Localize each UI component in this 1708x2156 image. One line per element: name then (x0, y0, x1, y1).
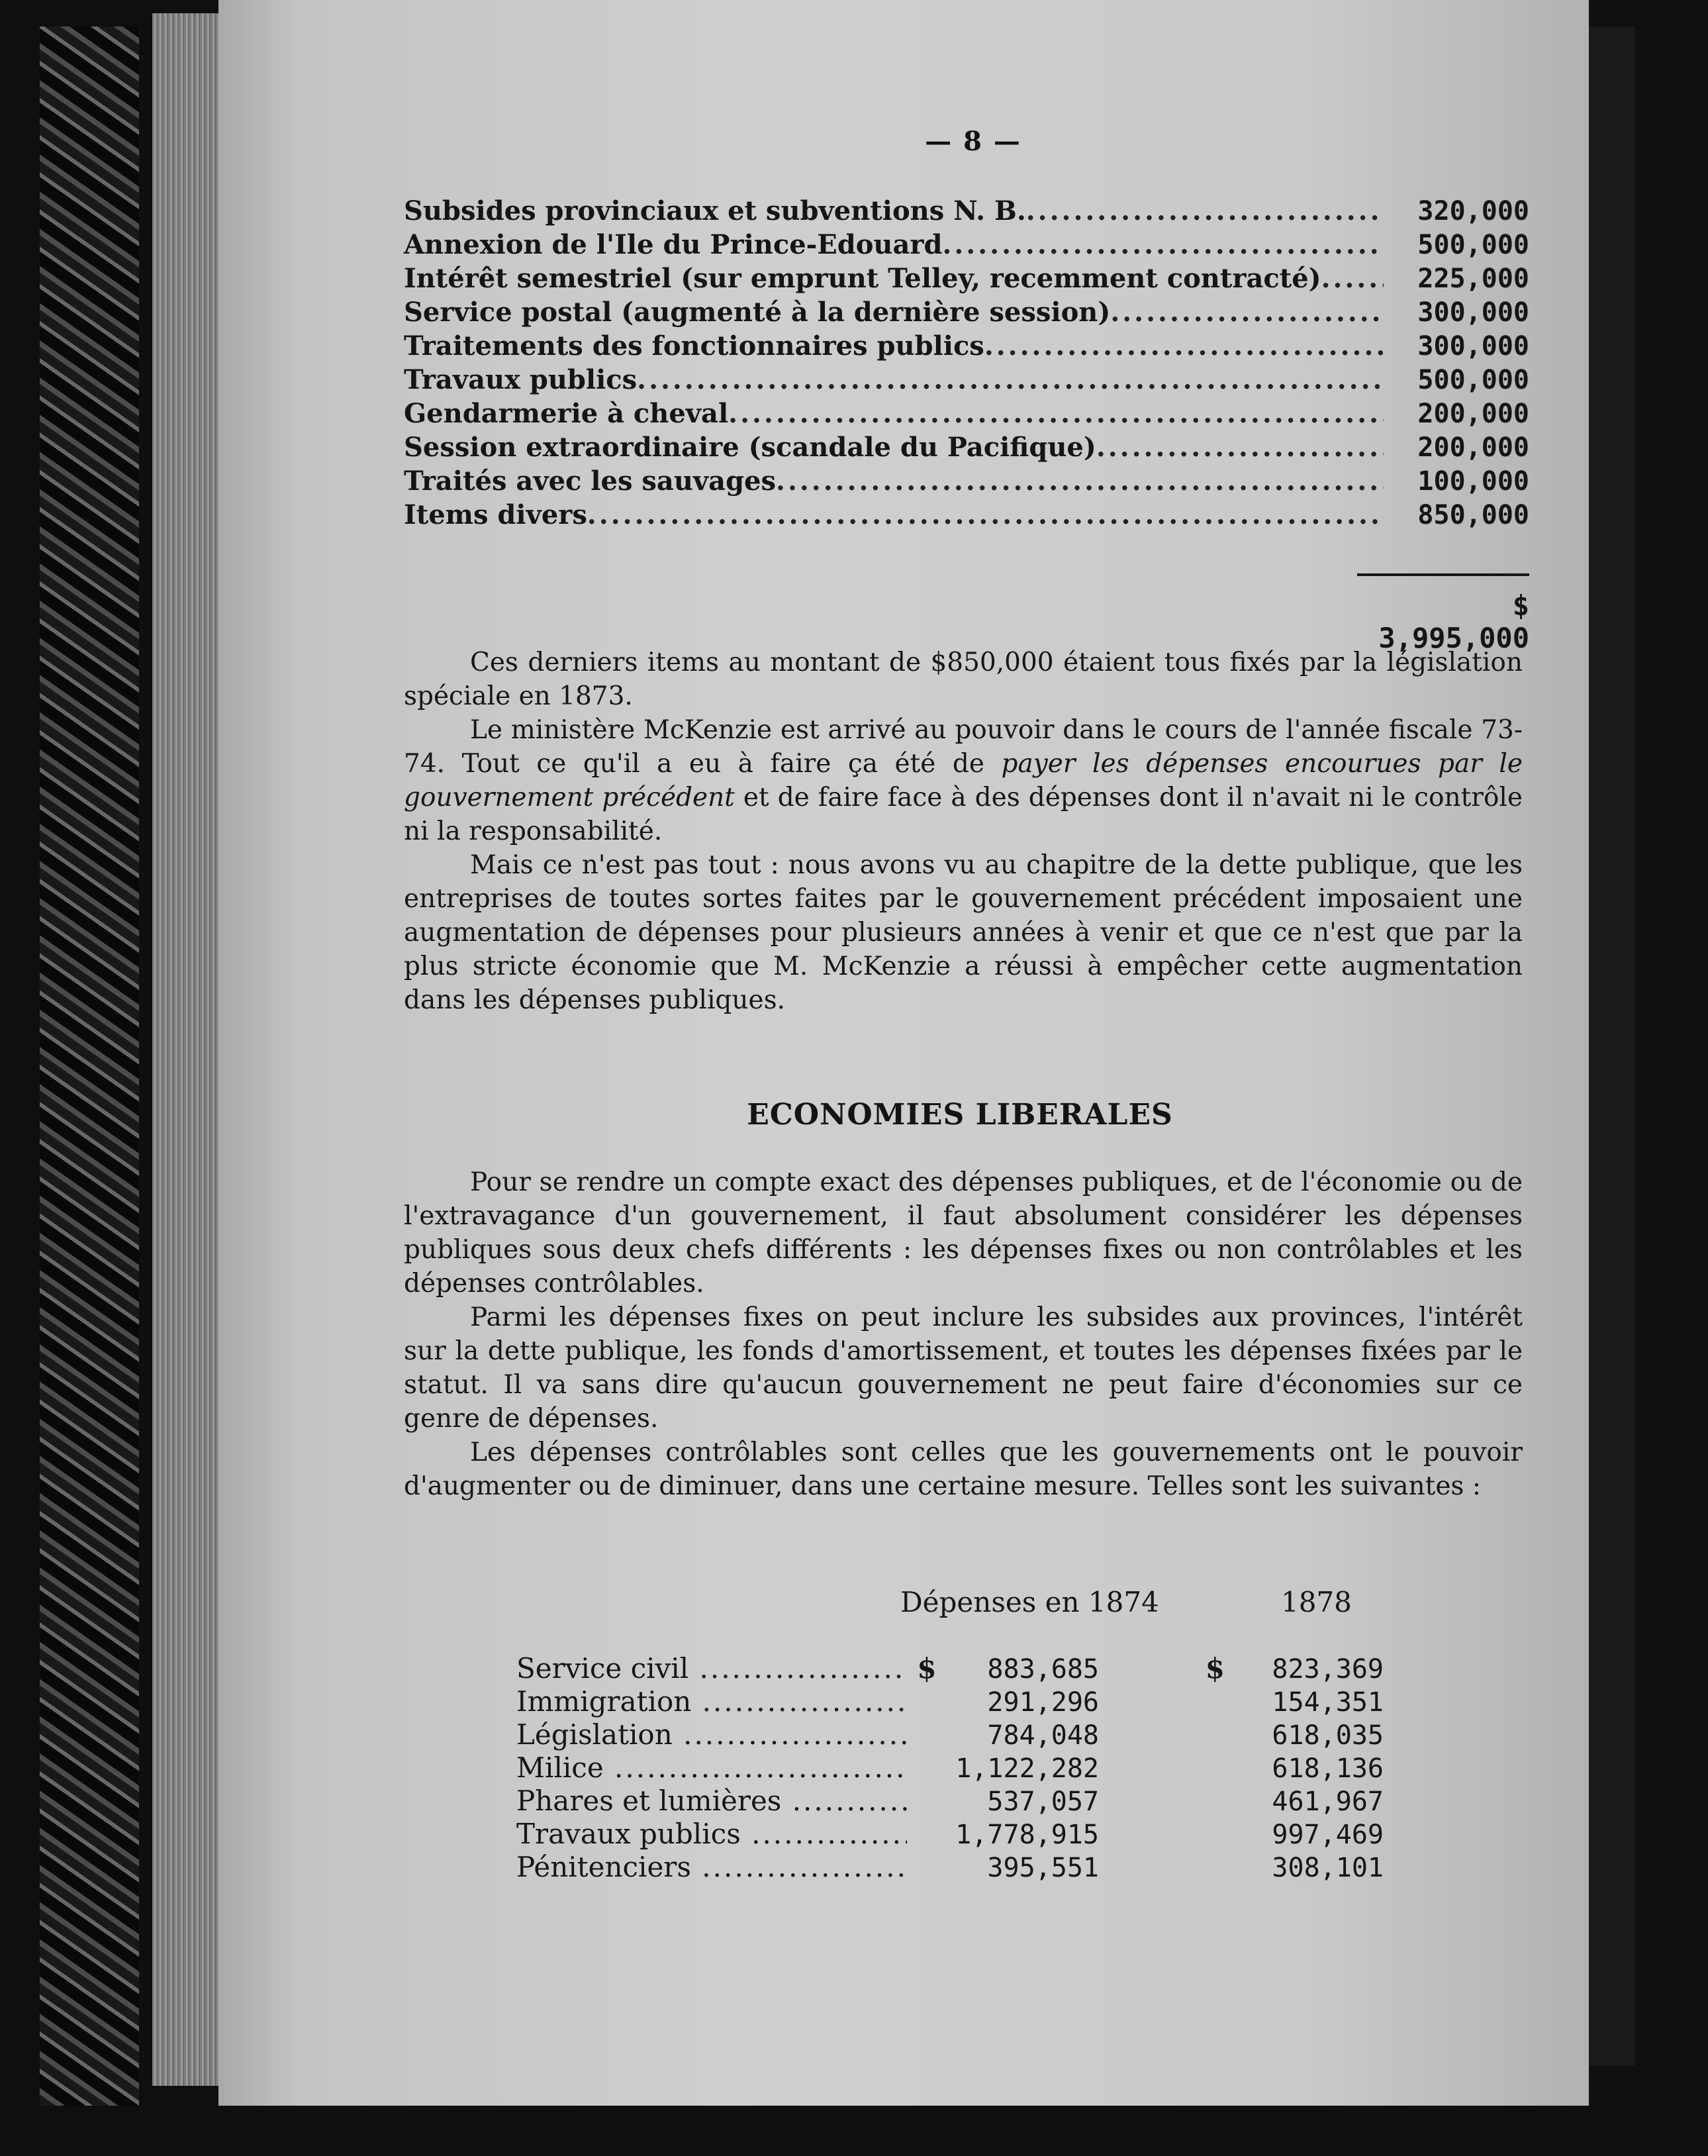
ledger-row (404, 499, 1529, 534)
paragraph: Pour se rendre un compte exact des dépenses publiques, et de l'économie ou de l'extravagance d'un gouvernement, il faut absolument considérer les dépenses publiques sous deux chefs différents : les dépenses fixes ou non contrôlables et les dépenses contrôlables. (404, 1167, 1523, 1298)
value-1874: 537,057 (987, 1787, 1099, 1817)
table-row (516, 1818, 1390, 1851)
table-category (516, 1851, 907, 1883)
ledger-amount: 320,000 (1417, 196, 1529, 226)
ledger-label: Service postal (augmenté à la dernière session) (404, 297, 1111, 328)
ledger-row (404, 330, 1529, 365)
ledger-label: Gendarmerie à cheval (404, 398, 729, 429)
ledger-amount: 225,000 (1417, 264, 1529, 294)
ledger-row (404, 263, 1529, 297)
page-gutter-shadow (1589, 26, 1635, 2066)
category-text: Législation (516, 1718, 673, 1751)
leader-dots (691, 1851, 907, 1883)
ledger-label: Subsides provinciaux et subventions N. B. (404, 195, 1026, 226)
ledger-label: Traités avec les sauvages (404, 466, 777, 497)
value-1874: 1,778,915 (955, 1820, 1099, 1850)
value-1878: 308,101 (1272, 1853, 1384, 1883)
leader-dots (1321, 263, 1384, 294)
table-row (516, 1718, 1390, 1751)
table-category (516, 1785, 907, 1817)
table-row (516, 1685, 1390, 1718)
paragraph (404, 713, 1523, 848)
paragraph-part: et de faire face à des dépenses dont il n'avait ni le contrôle ni la responsabilité. (404, 783, 1523, 846)
paragraph: Ces derniers items au montant de $850,000 étaient tous fixés par la législation spéciale en 1873. (404, 648, 1523, 711)
leader-dots (776, 466, 1384, 497)
ledger-amount: 500,000 (1417, 365, 1529, 395)
page-number: — 8 — (925, 126, 1021, 157)
leader-dots (688, 1652, 907, 1685)
category-text: Milice (516, 1751, 604, 1784)
leader-dots (984, 330, 1384, 362)
category-text: Phares et lumières (516, 1785, 782, 1817)
ledger-label: Travaux publics (404, 364, 638, 395)
ledger-label: Intérêt semestriel (sur emprunt Telley, recemment contracté) (404, 263, 1321, 294)
ledger-total: $ 3,995,000 (1378, 589, 1529, 654)
category-text: Travaux publics (516, 1818, 741, 1850)
bottom-paragraphs (404, 1165, 1523, 1503)
currency-sign: $ (917, 1652, 937, 1685)
leader-dots (637, 364, 1384, 395)
value-1874: 883,685 (987, 1654, 1099, 1685)
category-text: Service civil (516, 1652, 689, 1685)
table-category (516, 1718, 907, 1751)
value-1874: 784,048 (987, 1720, 1099, 1751)
ledger-row (404, 229, 1529, 264)
value-1874: 1,122,282 (955, 1753, 1099, 1784)
ledger-amount: 100,000 (1417, 466, 1529, 497)
category-text: Pénitenciers (516, 1851, 691, 1883)
ledger-label: Session extraordinaire (scandale du Pacifique) (404, 432, 1096, 463)
leader-dots (691, 1685, 907, 1718)
table-header-1874: Dépenses en 1874 (900, 1586, 1159, 1618)
currency-sign: $ (1205, 1652, 1225, 1685)
paragraph-emphasis: payer les dépenses encourues par le gouvernement précédent (404, 749, 1523, 812)
paragraph: Mais ce n'est pas tout : nous avons vu au chapitre de la dette publique, que les entreprises de toutes sortes faites par le gouvernement précédent imposaient une augmentation de dépenses pour plusieurs années à venir et que ce n'est que par la plus stricte économie que M. McKenzie a réussi à empêcher cette augmentation dans les dépenses publiques. (404, 850, 1523, 1015)
category-text: Immigration (516, 1685, 692, 1718)
ledger-amount: 200,000 (1417, 432, 1529, 463)
value-1878: 618,035 (1272, 1720, 1384, 1751)
ledger-label: Annexion de l'Ile du Prince-Edouard (404, 229, 943, 260)
value-1878: 154,351 (1272, 1687, 1384, 1718)
ledger-label: Items divers (404, 499, 587, 530)
value-1874: 395,551 (987, 1853, 1099, 1883)
table-header-1878: 1878 (1281, 1586, 1352, 1618)
book-cover-edge (40, 26, 139, 2106)
value-1878: 618,136 (1272, 1753, 1384, 1784)
value-1878: 461,967 (1272, 1787, 1384, 1817)
table-category (516, 1751, 907, 1784)
table-category (516, 1818, 907, 1850)
value-1878: 823,369 (1272, 1654, 1384, 1685)
top-paragraphs (404, 646, 1523, 1017)
leader-dots (604, 1751, 907, 1784)
paragraph: Les dépenses contrôlables sont celles que les gouvernements ont le pouvoir d'augmenter ou de diminuer, dans une certaine mesure. Telles sont les suivantes : (404, 1438, 1523, 1501)
leader-dots (1110, 297, 1384, 328)
ledger-amount: 500,000 (1417, 230, 1529, 260)
ledger-amount: 300,000 (1417, 297, 1529, 328)
paragraph-part: Le ministère McKenzie est arrivé au pouvoir dans le cours de l'année fiscale 73-74. Tout ce qu'il a eu à faire ça été de (404, 715, 1523, 779)
ledger-amount: 300,000 (1417, 331, 1529, 362)
total-rule (1357, 573, 1529, 576)
leader-dots (728, 398, 1384, 429)
table-category (516, 1685, 907, 1718)
ledger-row (404, 398, 1529, 432)
table-row (516, 1851, 1390, 1884)
ledger-row (404, 195, 1529, 230)
ledger-amount: 200,000 (1417, 399, 1529, 429)
value-1878: 997,469 (1272, 1820, 1384, 1850)
value-1874: 291,296 (987, 1687, 1099, 1718)
table-row (516, 1652, 1390, 1685)
ledger-row (404, 364, 1529, 399)
table-category (516, 1652, 907, 1685)
table-row (516, 1785, 1390, 1818)
paragraph: Parmi les dépenses fixes on peut inclure les subsides aux provinces, l'intérêt sur la dette publique, les fonds d'amortissement, et toutes les dépenses fixées par le statut. Il va sans dire qu'aucun gouvernement ne peut faire d'économies sur ce genre de dépenses. (404, 1302, 1523, 1434)
leader-dots (781, 1785, 907, 1817)
leader-dots (673, 1718, 907, 1751)
ledger-row (404, 432, 1529, 466)
ledger-row (404, 466, 1529, 500)
leader-dots (741, 1818, 907, 1850)
table-row (516, 1751, 1390, 1785)
leader-dots (942, 229, 1384, 260)
leader-dots (1096, 432, 1384, 463)
leader-dots (587, 499, 1384, 530)
ledger-row (404, 297, 1529, 331)
leader-dots (1026, 195, 1384, 226)
ledger-label: Traitements des fonctionnaires publics (404, 330, 984, 362)
section-heading: ECONOMIES LIBERALES (747, 1098, 1173, 1132)
ledger-amount: 850,000 (1417, 500, 1529, 530)
